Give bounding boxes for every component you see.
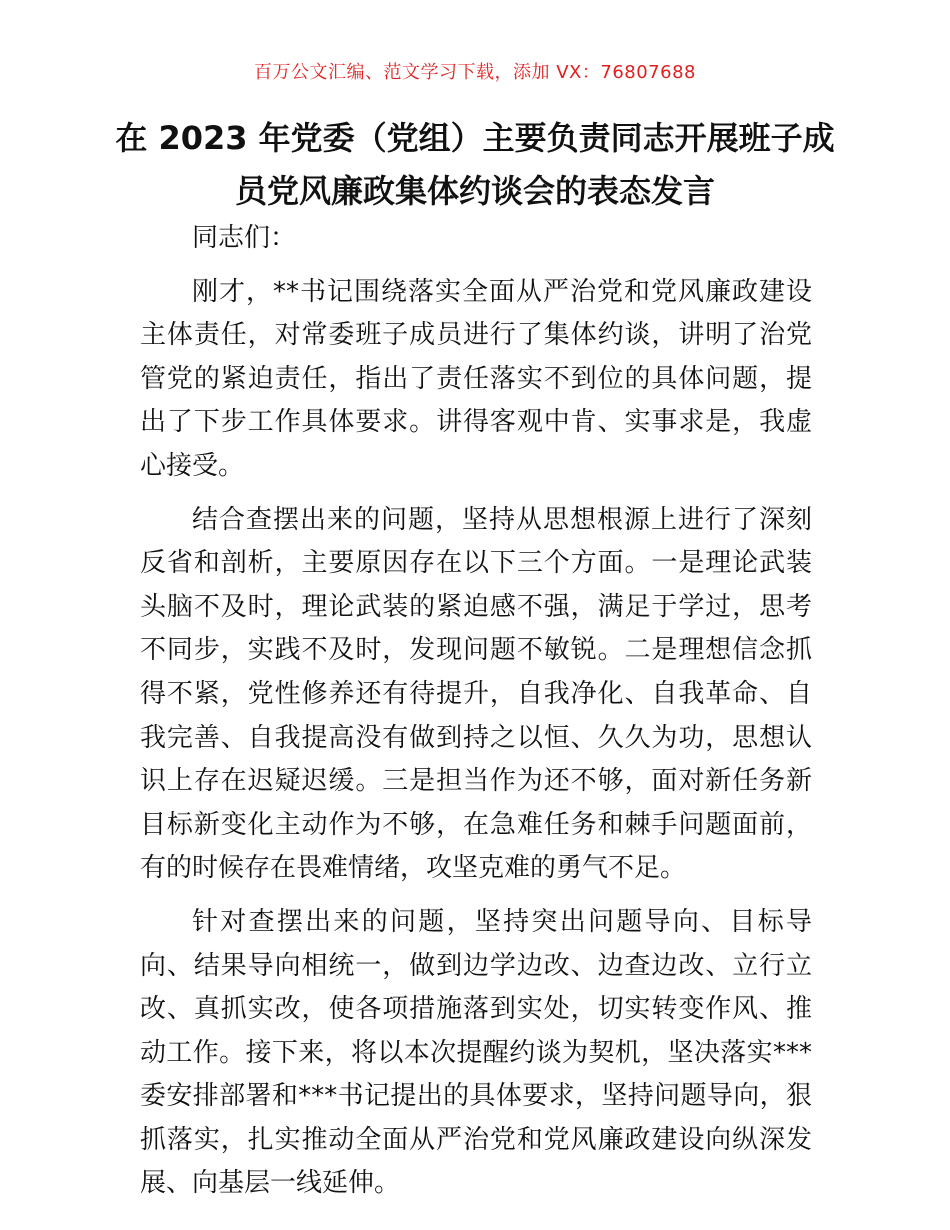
header-watermark-note: 百万公文汇编、范文学习下载，添加 VX：76807688 [254, 62, 696, 83]
document-title: 在 2023 年党委（党组）主要负责同志开展班子成员党风廉政集体约谈会的表态发言 [115, 119, 835, 210]
paragraph-1: 刚才，**书记围绕落实全面从严治党和党风廉政建设主体责任，对常委班子成员进行了集体约谈，讲明了治党管党的紧迫责任，指出了责任落实不到位的具体问题，提出了下步工作具体要求。讲得客观中肯、实事求是，我虚心接受。 [140, 276, 812, 481]
paragraph-3: 针对查摆出来的问题，坚持突出问题导向、目标导向、结果导向相统一，做到边学边改、边查边改、立行立改、真抓实改，使各项措施落到实处，切实转变作风、推动工作。接下来，将以本次提醒约谈为契机，坚决落实***委安排部署和***书记提出的具体要求，坚持问题导向，狠抓落实，扎实推动全面从严治党和党风廉政建设向纵深发展、向基层一线延伸。 [140, 906, 812, 1199]
paragraph-2: 结合查摆出来的问题，坚持从思想根源上进行了深刻反省和剖析，主要原因存在以下三个方面。一是理论武装头脑不及时，理论武装的紧迫感不强，满足于学过，思考不同步，实践不及时，发现问题不敏锐。二是理想信念抓得不紧，党性修养还有待提升，自我净化、自我革命、自我完善、自我提高没有做到持之以恒、久久为功，思想认识上存在迟疑迟缓。三是担当作为还不够，面对新任务新目标新变化主动作为不够，在急难任务和棘手问题面前，有的时候存在畏难情绪，攻坚克难的勇气不足。 [140, 504, 812, 884]
document-body [140, 217, 812, 1206]
salutation: 同志们： [192, 223, 297, 253]
